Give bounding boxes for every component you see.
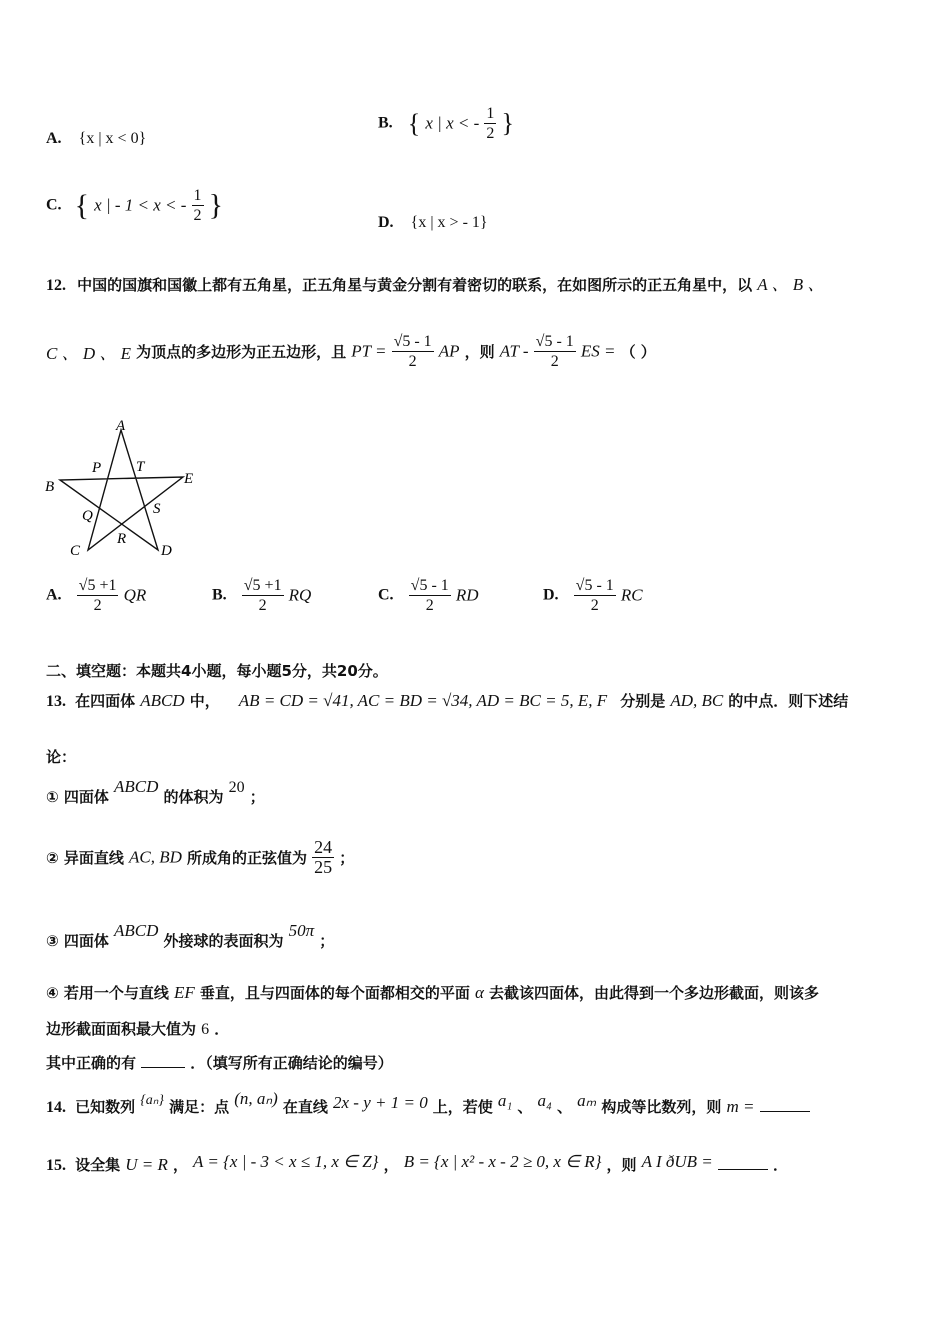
option-fraction: $\frac{√5 +1}{2}$ — [243, 577, 282, 614]
answer-paren: （ ） — [620, 343, 656, 361]
question-text: 分别是 — [620, 692, 666, 710]
question-text: 为顶点的多边形为正五边形，且 — [136, 343, 347, 361]
expr-rhs: ES = — [580, 341, 616, 361]
question-text: 已知数列 — [75, 1098, 136, 1116]
q11-option-a[interactable] — [46, 128, 146, 148]
option-label: A. — [46, 586, 62, 604]
pentagram-figure — [40, 412, 210, 562]
expr-lhs: AT - — [499, 341, 529, 361]
statement-end: ． — [772, 1156, 788, 1174]
question-number: 12. — [46, 277, 66, 294]
question-number: 13. — [46, 693, 66, 710]
option-expression: {x | x > - 1} — [410, 214, 488, 231]
option-label: B. — [212, 586, 227, 604]
option-label: B. — [378, 114, 393, 132]
question-text: 设全集 — [75, 1156, 121, 1174]
question-text: 上，若使 — [432, 1098, 493, 1116]
label-q: Q — [82, 508, 93, 524]
conditions: AB = CD = √41, AC = BD = √34, AD = BC = 5, E, F — [238, 691, 608, 710]
statement-prefix: ③ 四面体 — [46, 932, 109, 950]
option-expression: {x | x < 0} — [78, 130, 147, 147]
q13-statement-4-line1 — [46, 982, 819, 1003]
option-vector: RQ — [288, 585, 312, 605]
q13-statement-1 — [46, 777, 265, 807]
statement-text: 的体积为 — [163, 788, 224, 806]
term-am: aₘ — [577, 1091, 597, 1110]
section-heading: 二、填空题：本题共4小题，每小题5分，共20分。 — [46, 662, 388, 680]
volume-value: 20 — [228, 779, 245, 796]
right-brace: } — [501, 108, 514, 138]
question-text: ，则 — [606, 1156, 637, 1174]
answer-blank[interactable] — [760, 1111, 810, 1112]
question-number: 15. — [46, 1157, 66, 1174]
statement-text: 垂直，且与四面体的每个面都相交的平面 — [199, 984, 470, 1002]
label-s: S — [153, 501, 161, 517]
tetrahedron-name: ABCD — [114, 777, 159, 796]
statement-prefix: ④ 若用一个与直线 — [46, 984, 169, 1002]
answer-blank[interactable] — [141, 1067, 185, 1068]
golden-ratio-fraction: $\frac{√5 - 1}{2}$ — [393, 333, 432, 370]
answer-hint: ．（填写所有正确结论的编号） — [190, 1054, 393, 1072]
right-brace: } — [208, 188, 224, 222]
statement-end: ； — [249, 788, 265, 806]
left-brace: { — [407, 108, 421, 138]
line-equation: 2x - y + 1 = 0 — [333, 1093, 428, 1112]
answer-prompt: 其中正确的有 — [46, 1054, 137, 1072]
line-ef: EF — [174, 983, 195, 1002]
label-t: T — [136, 459, 145, 475]
left-brace: { — [74, 188, 90, 222]
question-text: 的中点．则下述结 — [728, 692, 849, 710]
option-label: D. — [378, 214, 394, 231]
question-number: 14. — [46, 1099, 66, 1116]
skew-lines: AC, BD — [129, 847, 182, 867]
statement-end: ； — [339, 849, 355, 867]
option-expression: x | - 1 < x < - — [94, 195, 187, 215]
option-vector: QR — [123, 585, 147, 605]
q11-option-b[interactable] — [378, 104, 514, 143]
max-area-value: 6 — [201, 1021, 210, 1038]
golden-ratio-fraction: $\frac{√5 - 1}{2}$ — [535, 333, 574, 370]
option-label: C. — [378, 586, 394, 604]
pt-lhs: PT = — [351, 341, 387, 361]
answer-blank[interactable] — [718, 1169, 768, 1170]
separator: ， — [383, 1156, 399, 1174]
question-text: 在直线 — [282, 1098, 328, 1116]
q15-stem — [46, 1154, 788, 1175]
statement-text: 所成角的正弦值为 — [187, 849, 308, 867]
option-fraction: $\frac{√5 - 1}{2}$ — [575, 577, 614, 614]
statement-text: 去截该四面体，由此得到一个多边形截面，则该多 — [489, 984, 820, 1002]
vertex-points: A 、 B 、 — [757, 275, 825, 294]
q13-stem-line1 — [46, 690, 848, 711]
option-label: D. — [543, 586, 559, 604]
q13-statement-3 — [46, 921, 335, 951]
statement-text: 外接球的表面积为 — [163, 932, 284, 950]
option-label: A. — [46, 130, 62, 147]
q12-option-a[interactable] — [46, 576, 146, 615]
statement-prefix: ② 异面直线 — [46, 849, 124, 867]
option-fraction: $\frac{√5 +1}{2}$ — [78, 577, 117, 614]
q14-stem — [46, 1089, 810, 1117]
label-b: B — [45, 479, 55, 495]
term-a1: a₁ — [497, 1091, 513, 1110]
option-vector: RD — [455, 585, 479, 605]
q13-stem-line2: 论： — [46, 748, 77, 766]
q11-option-d[interactable] — [378, 212, 488, 232]
statement-text: 边形截面面积最大值为 — [46, 1020, 197, 1038]
label-a: A — [116, 418, 126, 434]
plane-alpha: α — [475, 983, 484, 1002]
vertex-points: C 、 D 、 E — [46, 344, 131, 363]
q12-option-c[interactable] — [378, 576, 479, 615]
option-label: C. — [46, 196, 62, 214]
statement-end: ． — [214, 1020, 230, 1038]
option-fraction: $\frac{√5 - 1}{2}$ — [410, 577, 449, 614]
separator: ， — [172, 1156, 188, 1174]
question-text: 中国的国旗和国徽上都有五角星，正五角星与黄金分割有着密切的联系，在如图所示的正五角星中，以 — [77, 276, 753, 294]
sine-fraction: $\frac{24}{25}$ — [314, 837, 333, 877]
q13-answer-line — [46, 1052, 393, 1073]
q11-option-c[interactable] — [46, 186, 223, 225]
separator: 、 — [557, 1098, 573, 1116]
label-e: E — [184, 471, 194, 487]
q13-statement-2 — [46, 838, 354, 877]
tetrahedron-name: ABCD — [140, 691, 185, 710]
universal-set: U = R — [125, 1155, 168, 1174]
term-a4: a₄ — [537, 1091, 552, 1110]
set-b: B = {x | x² - x - 2 ≥ 0, x ∈ R} — [403, 1152, 602, 1171]
q12-option-d[interactable] — [543, 576, 643, 615]
separator: 、 — [517, 1098, 533, 1116]
fraction: $\frac{1}{2}$ — [193, 187, 202, 224]
fraction: $\frac{1}{2}$ — [486, 105, 495, 142]
label-d: D — [161, 543, 172, 559]
question-text: 中， — [189, 692, 220, 710]
statement-end: ； — [319, 932, 335, 950]
pt-rhs: AP — [438, 341, 460, 361]
q12-stem-line2 — [46, 332, 656, 371]
question-text: 满足：点 — [169, 1098, 230, 1116]
then-text: ，则 — [464, 343, 495, 361]
question-text: 构成等比数列，则 — [601, 1098, 722, 1116]
option-expression: x | x < - — [425, 113, 480, 133]
tetrahedron-name: ABCD — [114, 921, 159, 940]
label-r: R — [117, 531, 127, 547]
surface-area-value: 50π — [288, 921, 315, 940]
sequence: {aₙ} — [140, 1093, 164, 1108]
q12-option-b[interactable] — [212, 576, 311, 615]
label-p: P — [92, 460, 102, 476]
statement-prefix: ① 四面体 — [46, 788, 109, 806]
question-text: 在四面体 — [75, 692, 136, 710]
label-c: C — [70, 543, 81, 559]
set-expression: A I ðUB = — [641, 1152, 713, 1171]
point-coordinates: (n, aₙ) — [234, 1089, 278, 1108]
m-equals: m = — [726, 1097, 755, 1116]
midpoint-segments: AD, BC — [670, 691, 724, 710]
q13-statement-4-line2 — [46, 1018, 229, 1039]
option-vector: RC — [620, 585, 643, 605]
set-a: A = {x | - 3 < x ≤ 1, x ∈ Z} — [193, 1152, 379, 1171]
q12-stem-line1 — [46, 270, 824, 295]
